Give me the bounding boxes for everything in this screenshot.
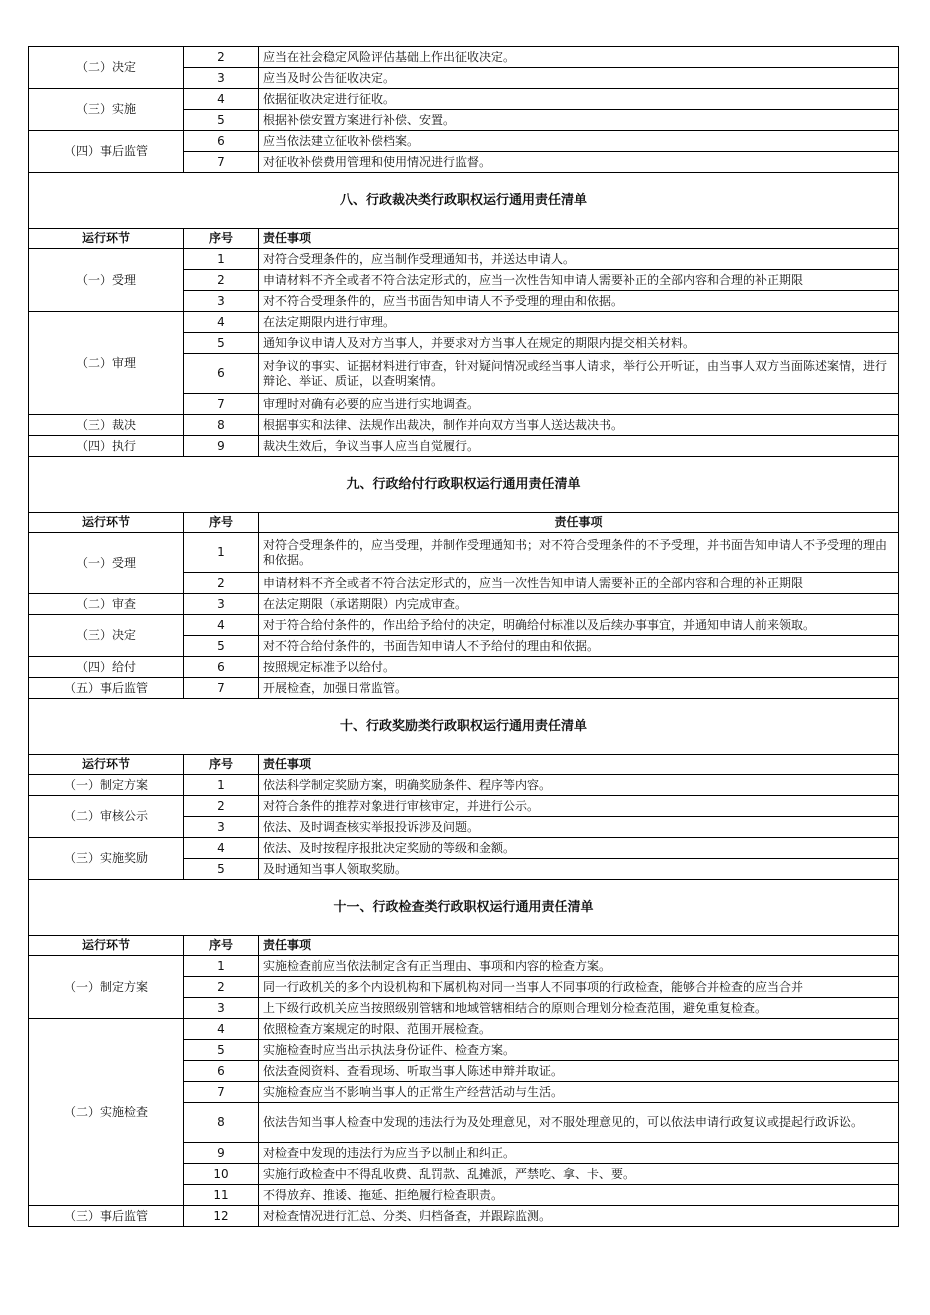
number-cell: 6 xyxy=(184,131,259,152)
item-cell: 对征收补偿费用管理和使用情况进行监督。 xyxy=(259,152,899,173)
section-title-row xyxy=(29,457,899,513)
number-cell: 3 xyxy=(184,594,259,615)
table-row xyxy=(29,436,899,457)
item-cell: 通知争议申请人及对方当事人，并要求对方当事人在规定的期限内提交相关材料。 xyxy=(259,333,899,354)
number-cell: 6 xyxy=(184,657,259,678)
header-stage: 运行环节 xyxy=(29,513,184,533)
item-cell: 根据补偿安置方案进行补偿、安置。 xyxy=(259,110,899,131)
number-cell: 9 xyxy=(184,436,259,457)
table-row xyxy=(29,131,899,152)
item-cell: 依法告知当事人检查中发现的违法行为及处理意见，对不服处理意见的，可以依法申请行政复议或提起行政诉讼。 xyxy=(259,1103,899,1143)
table-row xyxy=(29,775,899,796)
number-cell: 8 xyxy=(184,1103,259,1143)
column-header-row xyxy=(29,513,899,533)
stage-cell: （三）决定 xyxy=(29,615,184,657)
number-cell: 5 xyxy=(184,333,259,354)
number-cell: 3 xyxy=(184,68,259,89)
section-title-row xyxy=(29,173,899,229)
header-number: 序号 xyxy=(184,229,259,249)
header-number: 序号 xyxy=(184,513,259,533)
section-title-row xyxy=(29,699,899,755)
item-cell: 审理时对确有必要的应当进行实地调查。 xyxy=(259,394,899,415)
section-title: 十、行政奖励类行政职权运行通用责任清单 xyxy=(29,699,899,755)
item-cell: 依法科学制定奖励方案，明确奖励条件、程序等内容。 xyxy=(259,775,899,796)
table-row xyxy=(29,533,899,573)
stage-cell: （四）给付 xyxy=(29,657,184,678)
table-row xyxy=(29,796,899,817)
stage-cell: （二）审查 xyxy=(29,594,184,615)
item-cell: 根据事实和法律、法规作出裁决，制作并向双方当事人送达裁决书。 xyxy=(259,415,899,436)
section-title: 八、行政裁决类行政职权运行通用责任清单 xyxy=(29,173,899,229)
stage-cell: （二）实施检查 xyxy=(29,1019,184,1206)
table-row xyxy=(29,89,899,110)
table-row xyxy=(29,1206,899,1227)
stage-cell: （二）审理 xyxy=(29,312,184,415)
number-cell: 2 xyxy=(184,977,259,998)
number-cell: 3 xyxy=(184,817,259,838)
number-cell: 12 xyxy=(184,1206,259,1227)
stage-cell: （一）制定方案 xyxy=(29,775,184,796)
item-cell: 对符合受理条件的，应当制作受理通知书，并送达申请人。 xyxy=(259,249,899,270)
table-row xyxy=(29,956,899,977)
number-cell: 1 xyxy=(184,956,259,977)
stage-cell: （三）实施奖励 xyxy=(29,838,184,880)
table-row xyxy=(29,312,899,333)
column-header-row xyxy=(29,229,899,249)
item-cell: 对争议的事实、证据材料进行审查，针对疑问情况或经当事人请求，举行公开听证，由当事人双方当面陈述案情，进行辩论、举证、质证，以查明案情。 xyxy=(259,354,899,394)
item-cell: 对符合条件的推荐对象进行审核审定，并进行公示。 xyxy=(259,796,899,817)
item-cell: 依据征收决定进行征收。 xyxy=(259,89,899,110)
item-cell: 申请材料不齐全或者不符合法定形式的，应当一次性告知申请人需要补正的全部内容和合理的补正期限 xyxy=(259,573,899,594)
stage-cell: （二）决定 xyxy=(29,47,184,89)
item-cell: 实施检查前应当依法制定含有正当理由、事项和内容的检查方案。 xyxy=(259,956,899,977)
item-cell: 依法、及时调查核实举报投诉涉及问题。 xyxy=(259,817,899,838)
number-cell: 5 xyxy=(184,859,259,880)
stage-cell: （五）事后监管 xyxy=(29,678,184,699)
item-cell: 应当及时公告征收决定。 xyxy=(259,68,899,89)
item-cell: 申请材料不齐全或者不符合法定形式的，应当一次性告知申请人需要补正的全部内容和合理的补正期限 xyxy=(259,270,899,291)
item-cell: 对检查中发现的违法行为应当予以制止和纠正。 xyxy=(259,1143,899,1164)
number-cell: 5 xyxy=(184,636,259,657)
item-cell: 依法、及时按程序报批决定奖励的等级和金额。 xyxy=(259,838,899,859)
section-title: 九、行政给付行政职权运行通用责任清单 xyxy=(29,457,899,513)
number-cell: 3 xyxy=(184,291,259,312)
number-cell: 4 xyxy=(184,312,259,333)
table-row xyxy=(29,657,899,678)
header-number: 序号 xyxy=(184,936,259,956)
number-cell: 2 xyxy=(184,47,259,68)
item-cell: 依照检查方案规定的时限、范围开展检查。 xyxy=(259,1019,899,1040)
header-stage: 运行环节 xyxy=(29,936,184,956)
table-row xyxy=(29,678,899,699)
number-cell: 2 xyxy=(184,796,259,817)
number-cell: 7 xyxy=(184,678,259,699)
section-title: 十一、行政检查类行政职权运行通用责任清单 xyxy=(29,880,899,936)
stage-cell: （二）审核公示 xyxy=(29,796,184,838)
table-row xyxy=(29,249,899,270)
table-row xyxy=(29,615,899,636)
table-row xyxy=(29,594,899,615)
number-cell: 7 xyxy=(184,1082,259,1103)
number-cell: 4 xyxy=(184,838,259,859)
stage-cell: （四）执行 xyxy=(29,436,184,457)
number-cell: 1 xyxy=(184,249,259,270)
item-cell: 实施检查应当不影响当事人的正常生产经营活动与生活。 xyxy=(259,1082,899,1103)
number-cell: 4 xyxy=(184,1019,259,1040)
table-row xyxy=(29,415,899,436)
table-row xyxy=(29,838,899,859)
column-header-row xyxy=(29,755,899,775)
responsibility-list-table xyxy=(28,46,899,1227)
number-cell: 5 xyxy=(184,1040,259,1061)
item-cell: 对符合受理条件的，应当受理，并制作受理通知书；对不符合受理条件的不予受理，并书面告知申请人不予受理的理由和依据。 xyxy=(259,533,899,573)
number-cell: 6 xyxy=(184,1061,259,1082)
header-stage: 运行环节 xyxy=(29,229,184,249)
number-cell: 11 xyxy=(184,1185,259,1206)
number-cell: 1 xyxy=(184,775,259,796)
stage-cell: （三）事后监管 xyxy=(29,1206,184,1227)
number-cell: 6 xyxy=(184,354,259,394)
item-cell: 不得放弃、推诿、拖延、拒绝履行检查职责。 xyxy=(259,1185,899,1206)
number-cell: 1 xyxy=(184,533,259,573)
item-cell: 裁决生效后，争议当事人应当自觉履行。 xyxy=(259,436,899,457)
number-cell: 4 xyxy=(184,89,259,110)
table-row xyxy=(29,47,899,68)
header-item: 责任事项 xyxy=(259,936,899,956)
number-cell: 8 xyxy=(184,415,259,436)
item-cell: 依法查阅资料、查看现场、听取当事人陈述申辩并取证。 xyxy=(259,1061,899,1082)
stage-cell: （四）事后监管 xyxy=(29,131,184,173)
stage-cell: （一）受理 xyxy=(29,533,184,594)
item-cell: 在法定期限内进行审理。 xyxy=(259,312,899,333)
number-cell: 3 xyxy=(184,998,259,1019)
item-cell: 对于符合给付条件的，作出给予给付的决定，明确给付标准以及后续办事事宜，并通知申请人前来领取。 xyxy=(259,615,899,636)
number-cell: 7 xyxy=(184,394,259,415)
item-cell: 在法定期限（承诺期限）内完成审查。 xyxy=(259,594,899,615)
item-cell: 开展检查，加强日常监管。 xyxy=(259,678,899,699)
column-header-row xyxy=(29,936,899,956)
header-item: 责任事项 xyxy=(259,513,899,533)
item-cell: 上下级行政机关应当按照级别管辖和地域管辖相结合的原则合理划分检查范围，避免重复检查。 xyxy=(259,998,899,1019)
number-cell: 9 xyxy=(184,1143,259,1164)
item-cell: 对不符合受理条件的，应当书面告知申请人不予受理的理由和依据。 xyxy=(259,291,899,312)
header-item: 责任事项 xyxy=(259,755,899,775)
item-cell: 应当在社会稳定风险评估基础上作出征收决定。 xyxy=(259,47,899,68)
stage-cell: （一）受理 xyxy=(29,249,184,312)
section-title-row xyxy=(29,880,899,936)
number-cell: 2 xyxy=(184,270,259,291)
header-item: 责任事项 xyxy=(259,229,899,249)
stage-cell: （三）实施 xyxy=(29,89,184,131)
number-cell: 7 xyxy=(184,152,259,173)
item-cell: 实施行政检查中不得乱收费、乱罚款、乱摊派，严禁吃、拿、卡、要。 xyxy=(259,1164,899,1185)
number-cell: 10 xyxy=(184,1164,259,1185)
number-cell: 5 xyxy=(184,110,259,131)
item-cell: 及时通知当事人领取奖励。 xyxy=(259,859,899,880)
item-cell: 对检查情况进行汇总、分类、归档备查，并跟踪监测。 xyxy=(259,1206,899,1227)
item-cell: 应当依法建立征收补偿档案。 xyxy=(259,131,899,152)
number-cell: 2 xyxy=(184,573,259,594)
table-row xyxy=(29,1019,899,1040)
item-cell: 同一行政机关的多个内设机构和下属机构对同一当事人不同事项的行政检查，能够合并检查的应当合并 xyxy=(259,977,899,998)
header-number: 序号 xyxy=(184,755,259,775)
number-cell: 4 xyxy=(184,615,259,636)
stage-cell: （三）裁决 xyxy=(29,415,184,436)
stage-cell: （一）制定方案 xyxy=(29,956,184,1019)
item-cell: 按照规定标准予以给付。 xyxy=(259,657,899,678)
header-stage: 运行环节 xyxy=(29,755,184,775)
item-cell: 对不符合给付条件的，书面告知申请人不予给付的理由和依据。 xyxy=(259,636,899,657)
item-cell: 实施检查时应当出示执法身份证件、检查方案。 xyxy=(259,1040,899,1061)
